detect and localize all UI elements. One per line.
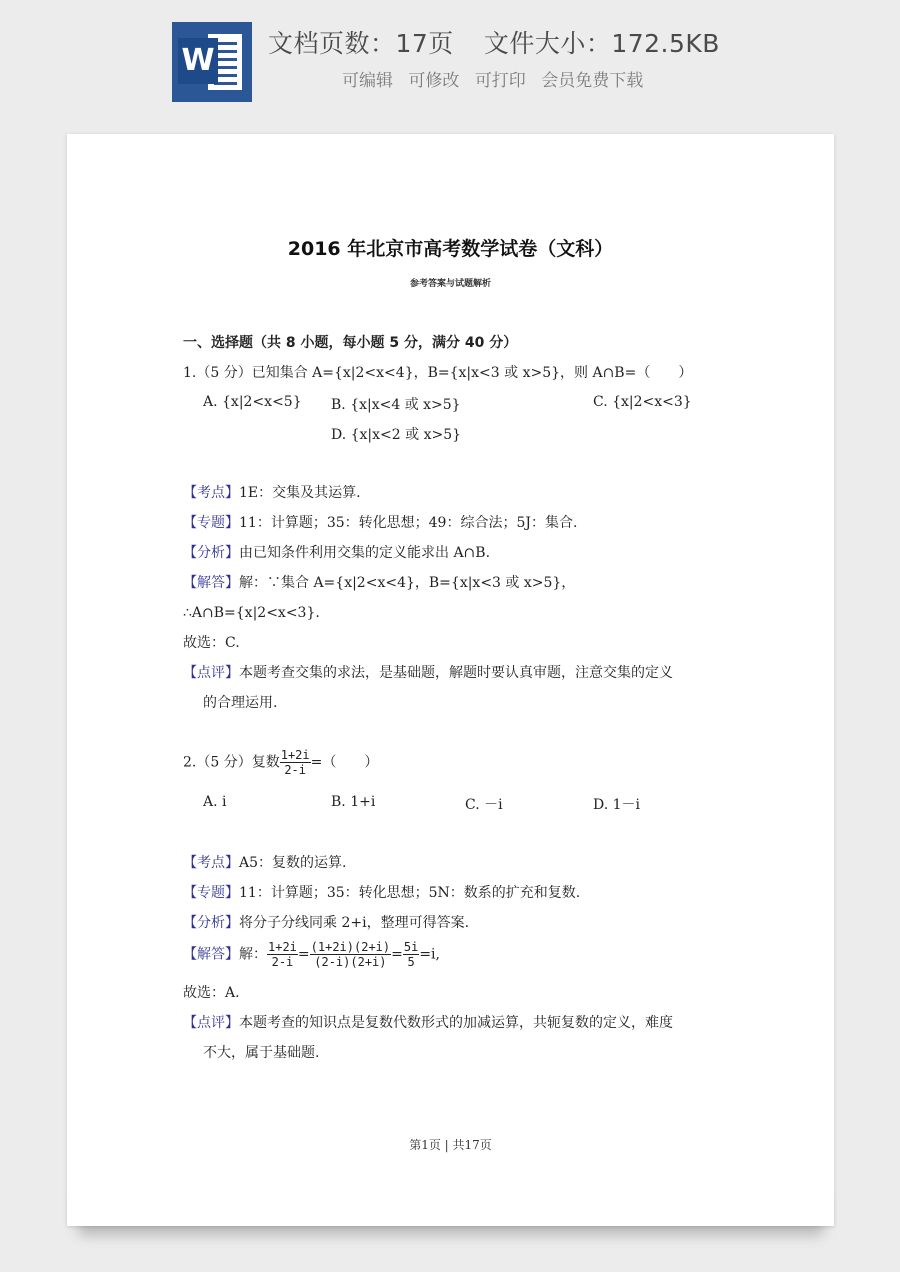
feature-editable: 可编辑 [342,71,393,91]
file-size-text: 文件大小：172.5KB [483,29,720,58]
q2-solution-frac-3 [403,940,419,969]
equals-2: = [391,946,403,963]
kaodian-text: 1E：交集及其运算. [239,485,361,501]
fenxi-text: 由已知条件利用交集的定义能求出 A∩B. [239,545,491,561]
fenxi-tag: 【分析】 [183,545,239,561]
question-1-stem: 1.（5 分）已知集合 A={x|2<x<4}，B={x|x<3 或 x>5}，则 A∩B=（ ） [183,365,693,381]
page-footer: 第1页 | 共17页 [409,1138,492,1152]
q2-dianping-cont: 不大，属于基础题. [203,1045,320,1061]
q1-option-b: B. {x|x<4 或 x>5} [331,397,461,413]
q2-option-a: A. i [203,794,227,810]
q2-solution-frac-1 [267,940,298,969]
word-document-icon [172,22,252,102]
q2-fraction [280,748,311,777]
jieda-suffix: =i, [419,946,440,963]
q2-frac-num: 1+2i [280,748,310,762]
question-2-stem [183,748,378,777]
feature-list [342,66,653,91]
document-title: 2016 年北京市高考数学试卷（文科） [287,238,614,260]
section-heading: 一、选择题（共 8 小题，每小题 5 分，满分 40 分） [183,335,518,351]
equals-1: = [297,946,310,963]
document-subtitle: 参考答案与试题解析 [409,279,491,289]
q1-jieda [183,574,575,592]
jieda-tag: 【解答】 [183,575,239,591]
frac3-den: 5 [407,955,415,969]
fenxi-tag: 【分析】 [183,915,239,931]
banner-title [268,24,720,60]
frac1-den: 2-i [271,955,294,969]
page-count-text: 文档页数：17页 [268,29,454,58]
q1-jieda-result: ∴A∩B={x|2<x<3}. [183,605,320,621]
zhuanti-text: 11：计算题；35：转化思想；5N：数系的扩充和复数. [239,885,581,901]
q1-answer: 故选：C. [183,635,240,651]
kaodian-tag: 【考点】 [183,485,239,501]
q1-option-a: A. {x|2<x<5} [203,394,302,410]
document-page[interactable] [67,134,834,1226]
q2-stem-prefix: 2.（5 分）复数 [183,754,280,771]
frac1-num: 1+2i [268,940,297,954]
feature-modifiable: 可修改 [408,71,460,91]
jieda-text: 解：∵集合 A={x|2<x<4}，B={x|x<3 或 x>5}， [239,575,576,591]
q2-option-c: C. －i [465,797,503,813]
feature-printable: 可打印 [474,71,526,91]
q2-kaodian [183,854,346,872]
q1-kaodian [183,484,361,502]
download-banner [0,0,900,120]
kaodian-text: A5：复数的运算. [239,855,347,871]
q1-dianping [183,664,673,682]
kaodian-tag: 【考点】 [183,855,239,871]
q2-option-d: D. 1－i [593,797,641,813]
q2-answer: 故选：A. [183,985,240,1001]
dianping-text: 本题考查的知识点是复数代数形式的加减运算，共轭复数的定义，难度 [239,1015,673,1031]
dianping-tag: 【点评】 [183,1015,239,1031]
dianping-tag: 【点评】 [183,665,239,681]
q2-solution-frac-2 [310,940,391,969]
q2-fenxi [183,914,469,932]
q2-option-b: B. 1+i [331,794,376,810]
zhuanti-tag: 【专题】 [183,885,239,901]
q1-zhuanti [183,514,577,532]
q1-fenxi [183,544,490,562]
frac3-num: 5i [403,940,419,954]
frac2-num: (1+2i)(2+i) [310,940,391,954]
q2-stem-suffix: =（ ） [310,754,379,771]
jieda-tag: 【解答】 [183,946,239,963]
q1-option-c: C. {x|2<x<3} [593,394,692,410]
word-logo-letter: W [178,38,218,84]
q1-option-d: D. {x|x<2 或 x>5} [331,427,462,443]
zhuanti-tag: 【专题】 [183,515,239,531]
frac2-den: (2-i)(2+i) [314,955,387,969]
q2-frac-den: 2-i [284,763,307,777]
q2-dianping [183,1014,673,1032]
zhuanti-text: 11：计算题；35：转化思想；49：综合法；5J：集合. [239,515,578,531]
dianping-text: 本题考查交集的求法，是基础题，解题时要认真审题，注意交集的定义 [239,665,673,681]
q1-dianping-cont: 的合理运用. [203,695,278,711]
feature-member-download: 会员免费下载 [541,71,644,91]
fenxi-text: 将分子分线同乘 2+i，整理可得答案. [239,915,470,931]
jieda-prefix: 解： [239,946,267,963]
q2-jieda [183,940,440,969]
q2-zhuanti [183,884,580,902]
